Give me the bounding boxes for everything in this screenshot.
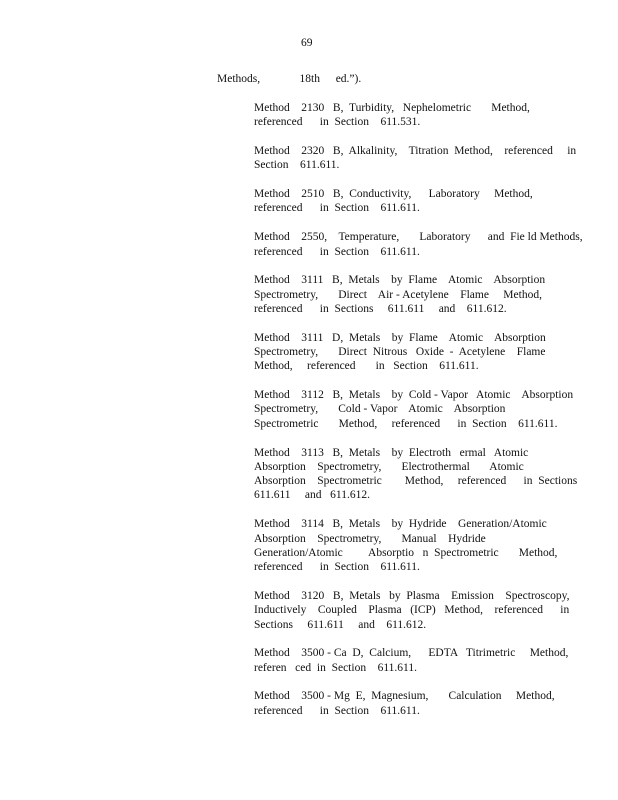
method-entry-line: referenced in Sections 611.611 and 611.612. [254, 302, 507, 315]
method-entry [254, 646, 569, 675]
method-entry-line: Method 3112 B, Metals by Cold - Vapor Atomic Absorption [254, 389, 574, 402]
method-entry-line: Absorption Spectrometry, Electrothermal Atomic [254, 460, 524, 473]
method-entry [254, 446, 578, 503]
method-entry [254, 101, 546, 130]
method-entry-line: referenced in Section 611.611. [254, 202, 420, 215]
method-entry-line: Method 3120 B, Metals by Plasma Emission Spectroscopy, [254, 589, 570, 602]
method-entry-line: Method 3113 B, Metals by Electroth ermal Atomic [254, 446, 529, 459]
method-entry [254, 331, 546, 374]
intro-text: Methods, 18th ed.”). [217, 73, 362, 85]
method-entry-line: referenced in Section 611.531. [254, 116, 421, 129]
page-number: 69 [301, 37, 313, 49]
method-entry [254, 187, 546, 216]
method-entry-line: Method 3500 - Mg E, Magnesium, Calculation Method, [254, 690, 555, 703]
method-entry [254, 273, 546, 316]
method-entry-line: 611.611 and 611.612. [254, 489, 370, 502]
method-entry-line: Spectrometry, Cold - Vapor Atomic Absorption [254, 403, 506, 416]
method-entry-line: Absorption Spectrometric Method, referenced in Sections [254, 475, 578, 488]
method-entry-line: Section 611.611. [254, 159, 340, 172]
method-entry-line: Method 3114 B, Metals by Hydride Generation/Atomic [254, 518, 547, 531]
method-entry-line: Method 2320 B, Alkalinity, Titration Method, referenced in [254, 145, 577, 158]
method-entry-line: Spectrometry, Direct Nitrous Oxide - Acetylene Flame [254, 346, 546, 359]
method-entry-line: referenced in Section 611.611. [254, 561, 420, 574]
method-entry-line: Method 3111 D, Metals by Flame Atomic Absorption [254, 331, 546, 344]
method-entry-line: Method 2130 B, Turbidity, Nephelometric Method, [254, 102, 530, 114]
method-entry-line: referen ced in Section 611.611. [254, 661, 417, 674]
method-entry-line: Spectrometry, Direct Air - Acetylene Flame Method, [254, 288, 542, 301]
method-entry-line: Spectrometric Method, referenced in Section 611.611. [254, 417, 558, 430]
method-entry-line: Inductively Coupled Plasma (ICP) Method, referenced in [254, 604, 570, 617]
method-entry-line: Method 2550, Temperature, Laboratory and Fie ld Methods, [254, 231, 583, 244]
method-entry [254, 230, 583, 259]
method-list [254, 101, 583, 733]
method-entry-line: Method 3111 B, Metals by Flame Atomic Absorption [254, 274, 546, 287]
method-entry [254, 689, 555, 718]
method-entry-line: referenced in Section 611.611. [254, 704, 420, 717]
method-entry [254, 589, 570, 632]
method-entry-line: Method 2510 B, Conductivity, Laboratory Method, [254, 188, 533, 201]
method-entry-line: referenced in Section 611.611. [254, 245, 420, 258]
method-entry-line: Sections 611.611 and 611.612. [254, 618, 427, 631]
method-entry-line: Absorption Spectrometry, Manual Hydride [254, 532, 486, 545]
method-entry [254, 517, 558, 574]
method-entry-line: Method 3500 - Ca D, Calcium, EDTA Titrimetric Method, [254, 647, 569, 660]
method-entry [254, 144, 577, 173]
method-entry-line: Method, referenced in Section 611.611. [254, 360, 479, 373]
method-entry-line: Generation/Atomic Absorptio n Spectrometric Method, [254, 546, 558, 559]
method-entry [254, 388, 574, 431]
